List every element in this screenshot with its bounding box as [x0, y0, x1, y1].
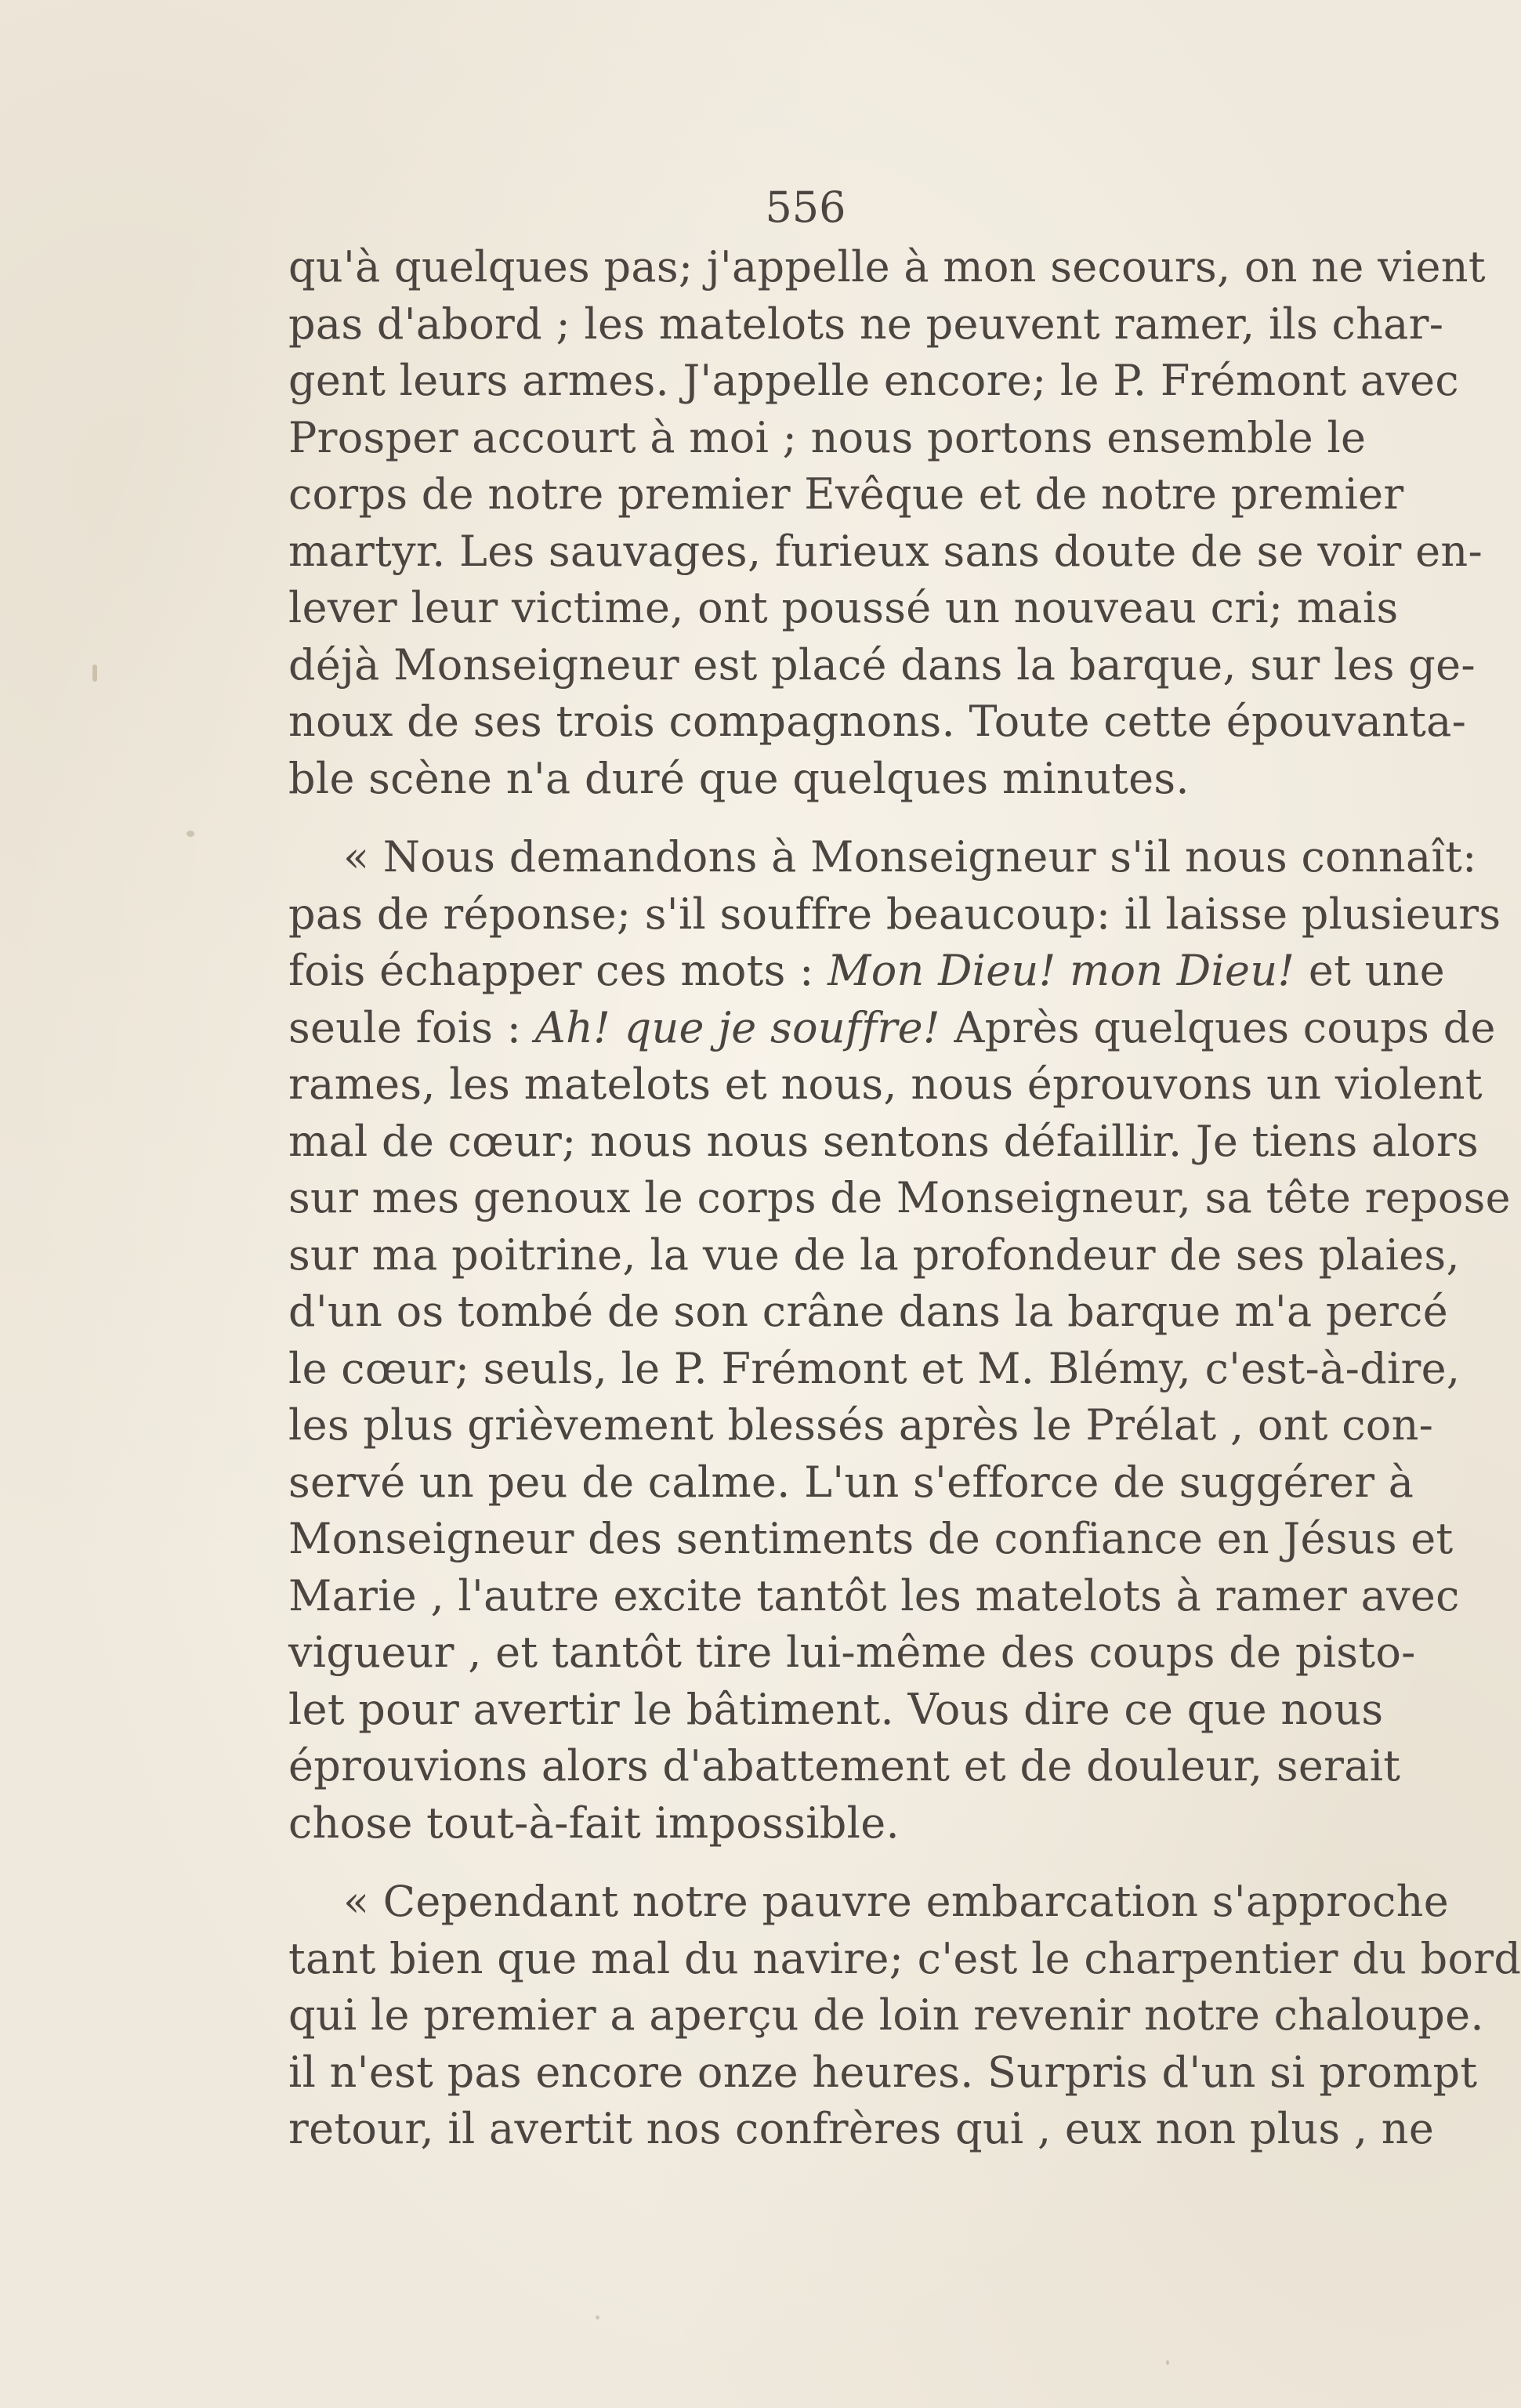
text-line: déjà Monseigneur est placé dans la barque, sur les ge-	[288, 639, 1476, 690]
paragraph-gap	[288, 807, 1299, 829]
text-line: rames, les matelots et nous, nous éprouvons un violent	[288, 1059, 1483, 1109]
italic-text: Mon Dieu! mon Dieu!	[827, 946, 1295, 995]
text-line: seule fois : Ah! que je souffre! Après quelques coups de	[288, 1002, 1496, 1052]
text-line: sur ma poitrine, la vue de la profondeur de ses plaies,	[288, 1229, 1460, 1280]
text-line: qu'à quelques pas; j'appelle à mon secours, on ne vient	[288, 242, 1486, 291]
text-line: tant bien que mal du navire; c'est le charpentier du bord	[288, 1933, 1521, 1983]
paragraph	[288, 829, 1511, 1852]
italic-text: Ah! que je souffre!	[534, 1002, 940, 1052]
text-line: vigueur , et tantôt tire lui-même des coups de pisto-	[288, 1628, 1416, 1677]
text-line: pas de réponse; s'il souffre beaucoup: il laisse plusieurs	[288, 889, 1501, 939]
paragraph	[288, 1874, 1521, 2158]
paper-speck	[92, 664, 97, 682]
paragraph	[288, 239, 1486, 807]
text-line: « Cependant notre pauvre embarcation s'approche	[343, 1877, 1449, 1926]
text-line: sur mes genoux le corps de Monseigneur, sa tête repose	[288, 1173, 1511, 1222]
page-number: 556	[765, 183, 846, 232]
text-line: corps de notre premier Evêque et de notre premier	[288, 469, 1404, 519]
text-line: ble scène n'a duré que quelques minutes.	[288, 753, 1190, 803]
text-line: il n'est pas encore onze heures. Surpris d'un si prompt	[288, 2047, 1478, 2097]
text-line: noux de ses trois compagnons. Toute cette épouvanta-	[288, 697, 1467, 746]
text-line: les plus grièvement blessés après le Prélat , ont con-	[288, 1400, 1434, 1450]
paper-speck	[1166, 2360, 1169, 2365]
text-line: lever leur victime, ont poussé un nouveau cri; mais	[288, 583, 1399, 632]
text-line: retour, il avertit nos confrères qui , eux non plus , ne	[288, 2104, 1435, 2153]
text-line: martyr. Les sauvages, furieux sans doute de se voir en-	[288, 526, 1483, 576]
text-line: servé un peu de calme. L'un s'efforce de suggérer à	[288, 1457, 1414, 1507]
book-page	[288, 176, 1521, 2158]
text-line: gent leurs armes. J'appelle encore; le P. Frémont avec	[288, 356, 1459, 405]
text-line: « Nous demandons à Monseigneur s'il nous connaît:	[343, 832, 1477, 882]
body-text	[288, 239, 1521, 2158]
text-line: Marie , l'autre excite tantôt les matelots à ramer avec	[288, 1570, 1460, 1620]
paper-speck	[596, 2316, 599, 2319]
text-line: d'un os tombé de son crâne dans la barque m'a percé	[288, 1287, 1448, 1336]
paragraph-gap	[288, 1852, 1299, 1874]
text-line: let pour avertir le bâtiment. Vous dire ce que nous	[288, 1684, 1384, 1734]
paper-speck	[187, 831, 194, 837]
text-line: fois échapper ces mots : Mon Dieu! mon Dieu! et une	[288, 946, 1446, 995]
text-line: mal de cœur; nous nous sentons défaillir. Je tiens alors	[288, 1116, 1479, 1166]
text-line: éprouvions alors d'abattement et de douleur, serait	[288, 1741, 1401, 1791]
text-line: Monseigneur des sentiments de confiance en Jésus et	[288, 1514, 1454, 1563]
text-line: pas d'abord ; les matelots ne peuvent ramer, ils char-	[288, 299, 1444, 349]
text-line: le cœur; seuls, le P. Frémont et M. Blémy, c'est-à-dire,	[288, 1343, 1461, 1393]
text-line: chose tout-à-fait impossible.	[288, 1798, 900, 1848]
text-line: Prosper accourt à moi ; nous portons ensemble le	[288, 412, 1367, 462]
text-line: qui le premier a aperçu de loin revenir notre chaloupe.	[288, 1990, 1484, 2040]
